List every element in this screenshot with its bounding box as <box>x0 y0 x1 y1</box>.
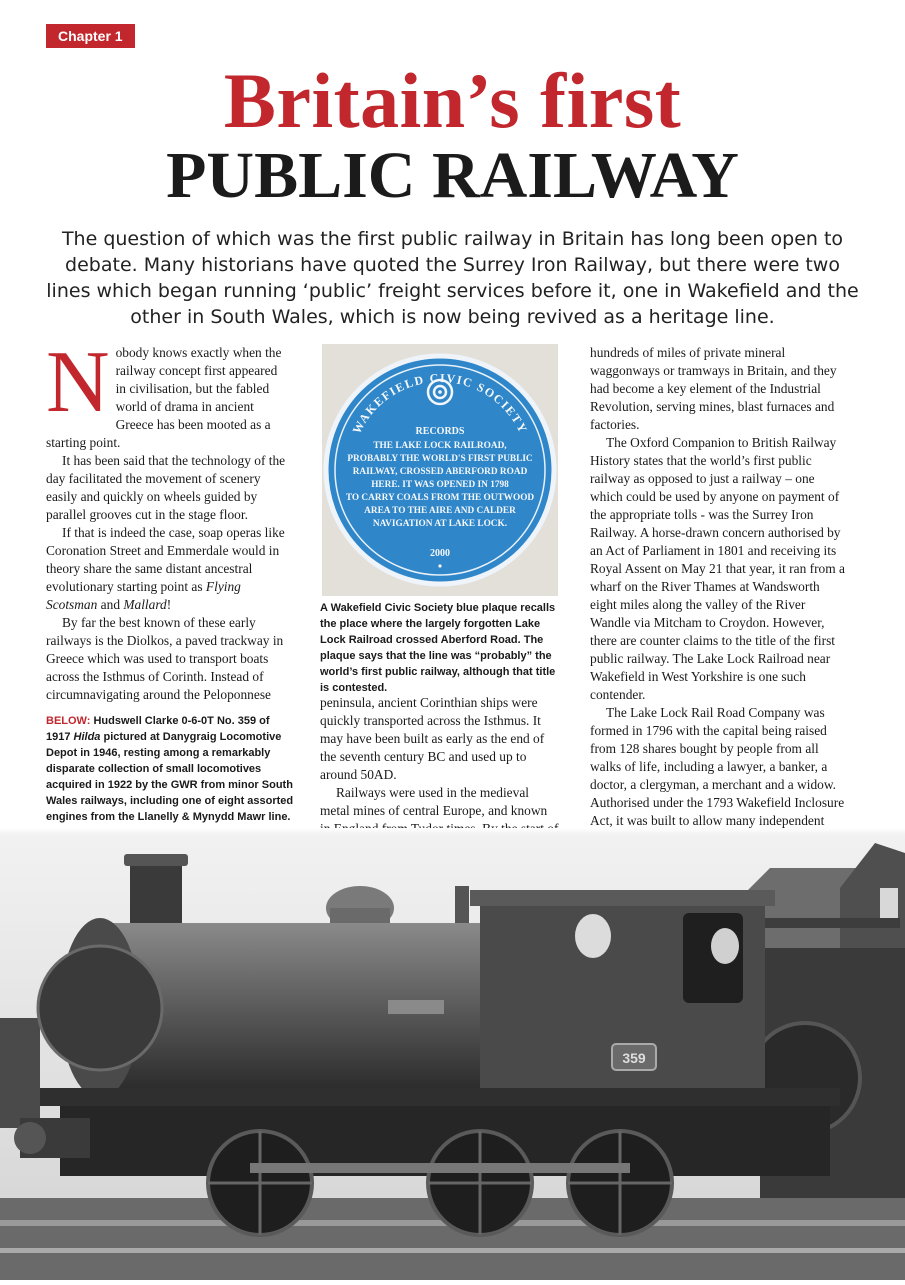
plaque-line-8: NAVIGATION AT LAKE LOCK. <box>372 519 508 529</box>
below-caption-a: Hudswell Clarke 0-6-0T No. 359 of 1917 <box>46 715 270 743</box>
plaque-caption: A Wakefield Civic Society blue plaque recalls the place where the largely forgotten Lake Lock Railroad crossed Aberford Road. The plaque says that the line was “probably” the world’s first public railway, although that title is contested. <box>320 602 556 694</box>
plaque-photo <box>322 344 558 596</box>
col1-p3-c: ! <box>166 597 172 612</box>
col1-paragraph-1 <box>46 334 286 452</box>
col1-p3-a: If that is indeed the case, soap operas like Coronation Street and Emmerdale would in theory share the same distant ancestral evolutionary starting point as <box>46 525 285 594</box>
col1-p3-mallard: Mallard <box>123 597 167 612</box>
headline-line-1: Britain’s first <box>223 57 682 144</box>
plaque-line-1: RECORDS <box>415 426 465 437</box>
col1-paragraph-2: It has been said that the technology of the day facilitated the movement of scenery easily and quickly on wheels guided by parallel grooves cut in the stage floor. <box>46 453 286 522</box>
below-caption <box>46 713 294 841</box>
plaque-line-7: AREA TO THE AIRE AND CALDER <box>364 506 516 516</box>
plaque-line-2: THE LAKE LOCK RAILROAD, <box>373 441 507 451</box>
plaque-line-4: RAILWAY, CROSSED ABERFORD ROAD <box>352 467 528 477</box>
headline-line-2: PUBLIC RAILWAY <box>166 139 739 212</box>
loco-number-plate: 359 <box>622 1050 646 1066</box>
below-caption-hilda: Hilda <box>73 731 101 743</box>
locomotive-photo <box>0 828 905 1280</box>
col2-paragraph-2: Railways were used in the medieval metal mines of central Europe, and known <box>320 785 548 818</box>
col3-paragraph-1: hundreds of miles of private mineral waggonways or tramways in Britain, and they had become a key element of the Industrial Revolution, serving mines, blast furnaces and factories. <box>590 345 837 432</box>
column-3 <box>590 344 848 848</box>
below-caption-b: pictured at Danygraig Locomotive Depot in 1946, resting among a remarkably disparate collection of small locomotives acquired in 1922 by the GWR from minor South Wales railways, including one of eight assorted engines from the Llanelly & Mynydd Mawr line. <box>46 731 294 823</box>
standfirst: The question of which was the first public railway in Britain has long been open to debate. Many historians have quoted the Surrey Iron Railway, but there were two lines which began running ‘public’ freight services before it, one in Wakefield and the other in South Wales, which is now being revived as a heritage line. <box>46 228 859 328</box>
plaque-line-5: HERE. IT WAS OPENED IN 1798 <box>371 480 509 490</box>
col1-p1-text: obody knows exactly when the railway concept first appeared in civilisation, but the fabled world of drama in ancient Greece has been mooted as a starting point. <box>46 345 282 450</box>
plaque-line-3: PROBABLY THE WORLD'S FIRST PUBLIC <box>347 454 533 464</box>
plaque-year: 2000 <box>430 548 450 559</box>
blue-plaque-image <box>322 344 558 596</box>
column-1 <box>46 334 286 704</box>
col1-p3-b: and <box>97 597 124 612</box>
col1-paragraph-4: By far the best known of these early railways is the Diolkos, a paved trackway in Greece which was used to transport boats across the Isthmus of Corinth. Instead of circumnavigating around the Peloponnese <box>46 615 284 702</box>
col3-paragraph-3: The Lake Lock Rail Road Company was formed in 1796 with the capital being raised from 128 shares bought by people from all walks of life, including a lawyer, a banker, a doctor, a clergyman, a merchant and a widow. Authorised under the 1793 Wakefield Inclosure Act, it was built to allow many independent <box>590 705 845 828</box>
below-caption-lead: BELOW: <box>46 715 91 727</box>
drop-cap: N <box>46 334 110 431</box>
plaque-line-6: TO CARRY COALS FROM THE OUTWOOD <box>345 493 535 503</box>
plaque-ring-text: WAKEFIELD CIVIC SOCIETY <box>349 370 531 436</box>
col2-paragraph-1: peninsula, ancient Corinthian ships were quickly transported across the Isthmus. It may have been built as early as the end of the seventh century BC and used up to around 50AD. <box>320 695 545 782</box>
col1-p3-flying-scotsman: Flying Scotsman <box>46 579 241 612</box>
col1-paragraph-3 <box>46 524 286 614</box>
chapter-tab: Chapter 1 <box>46 24 135 48</box>
col3-paragraph-2: The Oxford Companion to British Railway History states that the world’s first public railway as opposed to just a railway – one which could be used by anyone on payment of the appropriate tolls - was the Surrey Iron Railway. A horse-drawn concern authorised by an Act of Parliament in 1801 and receiving its Royal Assent on May 21 that year, it ran from a wharf on the River Thames at Wandsworth eight miles along the valley of the River Wandle via Mitcham to Croydon. However, there are counter claims to the title of the first public railway. The Lake Lock Railroad near Wakefield in West Yorkshire is one such contender. <box>590 435 845 702</box>
locomotive-image <box>0 828 905 1280</box>
